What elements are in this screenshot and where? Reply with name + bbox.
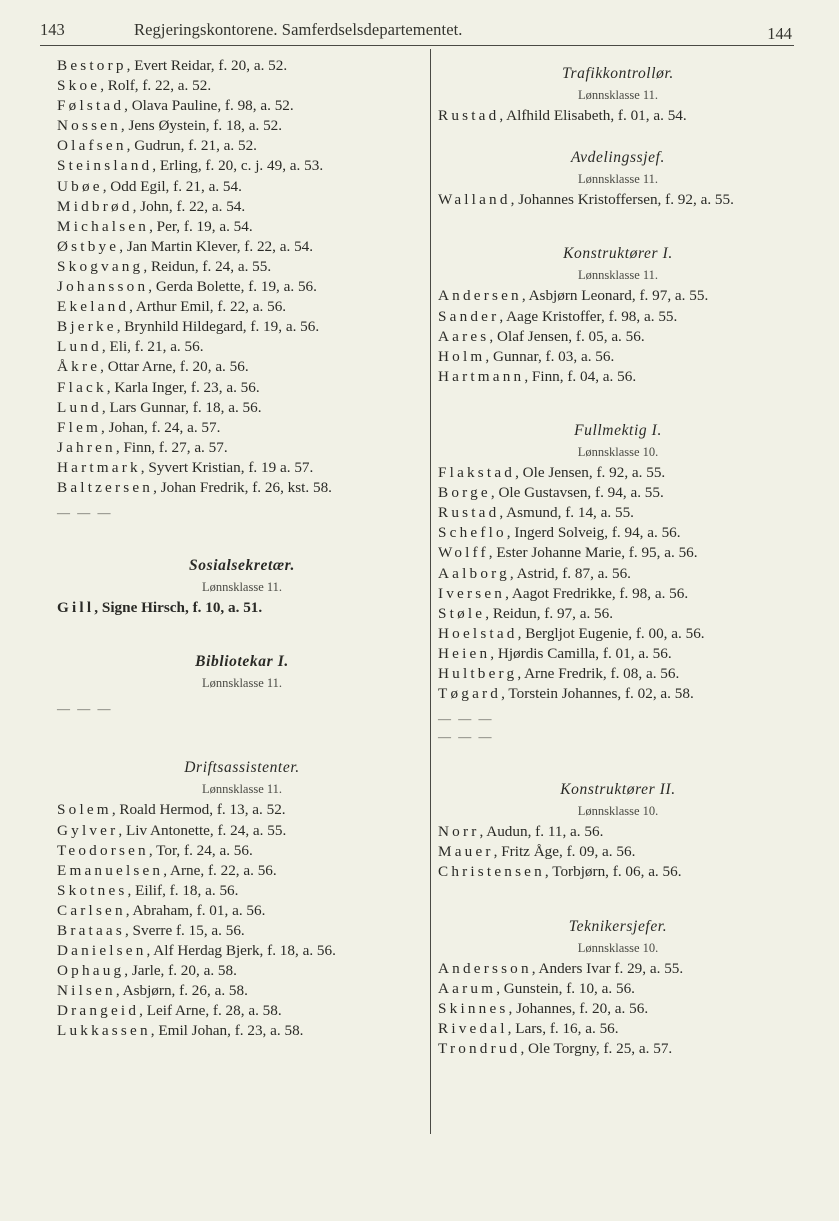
entry-details: , Brynhild Hildegard, f. 19, a. 56. (116, 318, 320, 336)
section-title-teknikersjefer: Teknikersjefer. (568, 917, 668, 935)
sosialsekretaer-entries-list (57, 598, 427, 618)
entry-details: , Torbjørn, f. 06, a. 56. (544, 863, 682, 881)
surname: Hoelstad (438, 624, 518, 642)
entry-details: , Johannes, f. 20, a. 56. (508, 999, 649, 1017)
entry-details: , Per, f. 19, a. 54. (149, 217, 253, 235)
list-item (438, 483, 798, 503)
entry-details: , Reidun, f. 97, a. 56. (485, 604, 614, 622)
dash-separator: — — — (438, 711, 494, 727)
entry-details: , Reidun, f. 24, a. 55. (143, 257, 272, 275)
entry-details: , Sverre f. 15, a. 56. (124, 922, 245, 939)
header-rule (40, 45, 794, 46)
entry-details: , Leif Arne, f. 28, a. 58. (139, 1002, 282, 1020)
surname: Nossen (57, 117, 121, 135)
surname: Flem (57, 418, 102, 436)
entry-details: , Johan Fredrik, f. 26, kst. 58. (153, 478, 332, 496)
surname: Hartmann (438, 367, 525, 385)
surname: Steinsland (57, 157, 153, 175)
list-item (438, 822, 798, 842)
surname: Ekeland (57, 298, 130, 316)
page-number-left: 143 (40, 20, 65, 39)
entry-details: , Ottar Arne, f. 20, a. 56. (100, 358, 249, 376)
column-divider (430, 49, 431, 1134)
list-item (438, 584, 798, 604)
surname: Skoe (57, 77, 101, 95)
opening-entries-list (57, 56, 427, 498)
dash-separator: — — — (57, 701, 113, 717)
surname: Olafsen (57, 137, 127, 155)
surname: Trondrud (438, 1040, 521, 1057)
entry-details: , Aage Kristoffer, f. 98, a. 55. (499, 307, 678, 325)
list-item (438, 463, 798, 483)
list-item (438, 999, 798, 1019)
list-item (438, 979, 798, 999)
list-item (438, 307, 798, 327)
list-item (57, 76, 427, 96)
surname: Iversen (438, 584, 506, 602)
surname: Ubøe (57, 177, 103, 195)
trafikkontrollor-entries-list (438, 106, 798, 126)
surname: Johansson (57, 278, 149, 296)
surname: Ophaug (57, 962, 125, 980)
left-column (57, 56, 427, 1042)
list-item (57, 56, 427, 76)
section-title-konstruktorer-2: Konstruktører II. (560, 781, 676, 799)
entry-details: , Signe Hirsch, f. 10, a. 51. (94, 599, 263, 617)
entry-details: , Evert Reidar, f. 20, a. 52. (126, 57, 288, 74)
entry-details: , Bergljot Eugenie, f. 00, a. 56. (517, 624, 705, 642)
surname: Heien (438, 644, 491, 662)
surname: Følstad (57, 97, 125, 115)
list-item (57, 941, 427, 961)
entry-details: , Odd Egil, f. 21, a. 54. (102, 177, 242, 195)
section-title-bibliotekar: Bibliotekar I. (195, 653, 289, 671)
surname: Scheflo (438, 524, 507, 542)
salary-class-label: Lønnsklasse 11. (201, 580, 283, 595)
list-item (57, 881, 427, 901)
list-item (57, 861, 427, 881)
entry-details: , Asbjørn Leonard, f. 97, a. 55. (521, 287, 709, 305)
entry-details: , Asbjørn, f. 26, a. 58. (115, 982, 248, 1000)
list-item (438, 327, 798, 347)
fullmektig-1-entries-list (438, 463, 798, 704)
entry-details: , Liv Antonette, f. 24, a. 55. (118, 821, 287, 839)
entry-details: , Audun, f. 11, a. 56. (479, 823, 604, 841)
salary-class-label: Lønnsklasse 11. (577, 88, 659, 103)
entry-details: , Fritz Åge, f. 09, a. 56. (493, 843, 636, 861)
surname: Aarum (438, 979, 497, 997)
entry-details: , Arne, f. 22, a. 56. (163, 861, 277, 879)
surname: Wolff (438, 544, 489, 562)
list-item (438, 644, 798, 664)
entry-details: , Johannes Kristoffersen, f. 92, a. 55. (510, 191, 734, 209)
entry-details: , Lars Gunnar, f. 18, a. 56. (101, 398, 262, 416)
surname: Rivedal (438, 1019, 508, 1037)
salary-class-label: Lønnsklasse 11. (577, 268, 659, 283)
salary-class-label: Lønnsklasse 10. (577, 940, 659, 955)
list-item (438, 959, 798, 979)
list-item (57, 156, 427, 176)
list-item (438, 523, 798, 543)
section-title-trafikkontrollor: Trafikkontrollør. (562, 65, 674, 82)
list-item (438, 503, 798, 523)
surname: Jahren (57, 438, 116, 456)
dash-separator: — — — (57, 505, 113, 521)
surname: Brataas (57, 922, 125, 939)
list-item (438, 286, 798, 306)
surname: Walland (438, 191, 511, 209)
running-title: Regjeringskontorene. Samferdselsdepartementet. (134, 20, 463, 39)
list-item (57, 821, 427, 841)
entry-details: , Roald Hermod, f. 13, a. 52. (111, 801, 286, 819)
surname: Skogvang (57, 257, 144, 275)
list-item (57, 438, 427, 458)
entry-details: , Syvert Kristian, f. 19 a. 57. (140, 458, 314, 476)
surname: Midbrød (57, 197, 133, 215)
salary-class-label: Lønnsklasse 11. (577, 172, 659, 187)
list-item (57, 921, 427, 941)
list-item (57, 378, 427, 398)
surname: Flakstad (438, 464, 516, 482)
list-item (57, 257, 427, 277)
surname: Flack (57, 378, 107, 396)
surname: Baltzersen (57, 478, 154, 496)
entry-details: , Erling, f. 20, c. j. 49, a. 53. (152, 157, 324, 175)
entry-details: , Hjørdis Camilla, f. 01, a. 56. (490, 644, 672, 662)
list-item (57, 177, 427, 197)
list-item (57, 478, 427, 498)
surname: Gill (57, 599, 95, 617)
entry-details: , Rolf, f. 22, a. 52. (100, 77, 212, 95)
list-item (438, 564, 798, 584)
surname: Holm (438, 347, 486, 365)
konstruktorer-2-entries-list (438, 822, 798, 882)
surname: Aares (438, 327, 490, 345)
list-item (57, 800, 427, 820)
list-item (438, 624, 798, 644)
page-number-right: 144 (767, 24, 792, 43)
entry-details: , Arne Fredrik, f. 08, a. 56. (517, 664, 680, 682)
list-item (57, 217, 427, 237)
avdelingssjef-entries-list (438, 190, 798, 210)
surname: Nilsen (57, 982, 116, 1000)
list-item (57, 398, 427, 418)
list-item (438, 664, 798, 684)
entry-details: , Ole Gustavsen, f. 94, a. 55. (490, 484, 664, 502)
surname: Sander (438, 307, 500, 325)
salary-class-label: Lønnsklasse 10. (577, 445, 659, 460)
entry-details: , Gerda Bolette, f. 19, a. 56. (148, 278, 317, 296)
surname: Støle (438, 604, 486, 622)
section-title-fullmektig-1: Fullmektig I. (574, 421, 662, 439)
page-header (40, 16, 796, 46)
entry-details: , Johan, f. 24, a. 57. (101, 418, 221, 436)
surname: Norr (438, 823, 480, 841)
entry-details: , Eli, f. 21, a. 56. (101, 338, 204, 356)
entry-details: , Gudrun, f. 21, a. 52. (126, 137, 257, 155)
entry-details: , Torstein Johannes, f. 02, a. 58. (501, 685, 694, 703)
list-item (438, 367, 798, 387)
list-item (57, 237, 427, 257)
surname: Emanuelsen (57, 861, 164, 879)
list-item (57, 337, 427, 357)
entry-details: , Gunstein, f. 10, a. 56. (496, 979, 635, 997)
list-item (57, 317, 427, 337)
list-item (57, 981, 427, 1001)
surname: Borge (438, 484, 491, 502)
surname: Østbye (57, 237, 120, 255)
list-item (57, 277, 427, 297)
surname: Skinnes (438, 999, 509, 1017)
surname: Gylver (57, 821, 119, 839)
driftsassistenter-entries-list (57, 800, 427, 1041)
list-item (438, 604, 798, 624)
dash-separator: — — — (438, 729, 494, 745)
list-item (438, 543, 798, 563)
entry-details: , Lars, f. 16, a. 56. (507, 1019, 619, 1037)
list-item (438, 190, 798, 210)
surname: Tøgard (438, 685, 502, 703)
list-item (57, 96, 427, 116)
surname: Michalsen (57, 217, 150, 235)
list-item (438, 862, 798, 882)
surname: Solem (57, 801, 112, 819)
section-title-konstruktorer-1: Konstruktører I. (563, 245, 673, 263)
surname: Lund (57, 398, 102, 416)
surname: Andersson (438, 959, 532, 977)
entry-details: , Abraham, f. 01, a. 56. (125, 901, 266, 919)
entry-details: , Finn, f. 04, a. 56. (524, 367, 637, 385)
list-item (57, 961, 427, 981)
entry-details: , Jens Øystein, f. 18, a. 52. (120, 117, 283, 135)
surname: Christensen (438, 863, 545, 881)
entry-details: , Anders Ivar f. 29, a. 55. (531, 959, 684, 977)
surname: Drangeid (57, 1002, 140, 1020)
list-item (57, 357, 427, 377)
surname: Hultberg (438, 664, 518, 682)
list-item (57, 841, 427, 861)
entry-details: , Emil Johan, f. 23, a. 58. (150, 1022, 304, 1040)
list-item (438, 1039, 798, 1059)
entry-details: , John, f. 22, a. 54. (132, 197, 246, 215)
entry-details: , Olaf Jensen, f. 05, a. 56. (489, 327, 645, 345)
entry-details: , Alfhild Elisabeth, f. 01, a. 54. (499, 107, 687, 125)
salary-class-label: Lønnsklasse 10. (577, 804, 659, 819)
surname: Hartmark (57, 458, 141, 476)
right-column (438, 64, 798, 1059)
surname: Carlsen (57, 901, 126, 919)
list-item (57, 901, 427, 921)
list-item (57, 297, 427, 317)
entry-details: , Asmund, f. 14, a. 55. (499, 504, 634, 522)
list-item (57, 1001, 427, 1021)
entry-details: , Astrid, f. 87, a. 56. (509, 564, 631, 582)
teknikersjefer-entries-list (438, 959, 798, 1059)
surname: Lund (57, 338, 102, 356)
list-item (438, 842, 798, 862)
list-item (57, 197, 427, 217)
entry-details: , Jan Martin Klever, f. 22, a. 54. (119, 237, 314, 255)
entry-details: , Alf Herdag Bjerk, f. 18, a. 56. (146, 942, 336, 960)
konstruktorer-1-entries-list (438, 286, 798, 386)
list-item (438, 347, 798, 367)
surname: Rustad (438, 504, 500, 522)
entry-details: , Jarle, f. 20, a. 58. (124, 962, 237, 980)
entry-details: , Ingerd Solveig, f. 94, a. 56. (506, 524, 681, 542)
list-item (57, 136, 427, 156)
salary-class-label: Lønnsklasse 11. (201, 676, 283, 691)
surname: Lukkassen (57, 1022, 151, 1040)
list-item (57, 116, 427, 136)
entry-details: , Finn, f. 27, a. 57. (115, 438, 228, 456)
surname: Aalborg (438, 564, 510, 582)
surname: Åkre (57, 358, 101, 376)
list-item (57, 418, 427, 438)
list-item (438, 1019, 798, 1039)
section-title-avdelingssjef: Avdelingssjef. (570, 149, 666, 167)
surname: Andersen (438, 287, 522, 305)
list-item (57, 458, 427, 478)
salary-class-label: Lønnsklasse 11. (201, 782, 283, 797)
section-title-driftsassistenter: Driftsassistenter. (184, 759, 300, 777)
entry-details: , Karla Inger, f. 23, a. 56. (106, 378, 260, 396)
surname: Rustad (438, 107, 500, 125)
entry-details: , Eilif, f. 18, a. 56. (127, 881, 239, 899)
entry-details: , Aagot Fredrikke, f. 98, a. 56. (505, 584, 689, 602)
surname: Teodorsen (57, 841, 149, 859)
entry-details: , Tor, f. 24, a. 56. (148, 841, 253, 859)
list-item (438, 684, 798, 704)
entry-details: , Ole Jensen, f. 92, a. 55. (515, 464, 666, 482)
surname: Mauer (438, 843, 494, 861)
entry-details: , Ole Torgny, f. 25, a. 57. (520, 1040, 673, 1057)
section-title-sosialsekretaer: Sosialsekretær. (189, 557, 295, 575)
list-item (57, 598, 427, 618)
entry-details: , Gunnar, f. 03, a. 56. (485, 347, 615, 365)
entry-details: , Arthur Emil, f. 22, a. 56. (129, 298, 287, 316)
entry-details: , Olava Pauline, f. 98, a. 52. (124, 97, 294, 115)
list-item (57, 1021, 427, 1041)
surname: Bestorp (57, 57, 127, 74)
surname: Skotnes (57, 881, 128, 899)
surname: Danielsen (57, 942, 147, 960)
entry-details: , Ester Johanne Marie, f. 95, a. 56. (488, 544, 698, 562)
surname: Bjerke (57, 318, 117, 336)
list-item (438, 106, 798, 126)
